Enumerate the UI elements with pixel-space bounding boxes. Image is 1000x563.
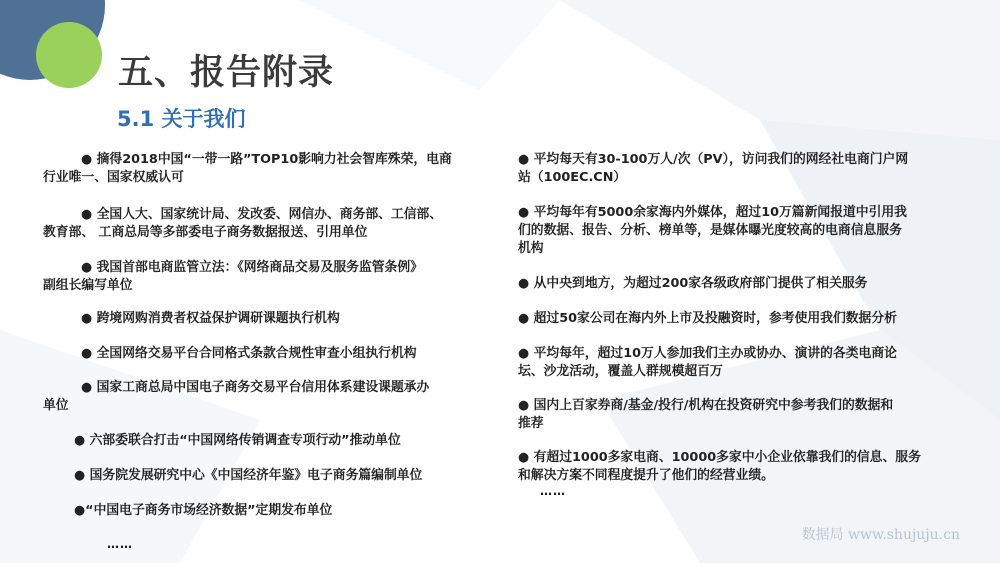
list-item — [518, 397, 893, 433]
list-item — [43, 379, 430, 415]
item-line: ● 国内上百家券商/基金/投行/机构在投资研究中参考我们的数据和 — [518, 398, 894, 413]
item-line: ● 国家工商总局中国电子商务交易平台信用体系建设课题承办 — [81, 380, 430, 395]
list-item — [518, 151, 908, 187]
list-item — [518, 449, 921, 485]
item-line: ● 我国首部电商监管立法：《网络商品交易及服务监管条例》 — [81, 260, 423, 275]
list-item — [43, 206, 443, 242]
list-item — [74, 502, 332, 520]
item-line: ● 超过50家公司在海内外上市及投融资时，参考使用我们数据分析 — [518, 311, 897, 326]
item-line: 机构 — [518, 241, 544, 256]
item-line: 副组长编写单位 — [43, 278, 133, 293]
item-line: 单位 — [43, 398, 69, 413]
item-line: ● 摘得2018中国“一带一路”TOP10影响力社会智库殊荣，电商 — [81, 152, 452, 167]
item-line: ● 平均每年有5000余家海内外媒体，超过10万篇新闻报道中引用我 — [518, 205, 907, 220]
item-line: 站（100EC.CN） — [518, 170, 627, 185]
item-line: ● 从中央到地方，为超过200家各级政府部门提供了相关服务 — [518, 276, 868, 291]
item-line: ● 平均每天有30-100万人/次（PV），访问我们的网经社电商门户网 — [518, 152, 909, 167]
section-subtitle: 5.1 关于我们 — [117, 107, 246, 131]
list-item — [81, 310, 340, 328]
item-line: ● 跨境网购消费者权益保护调研课题执行机构 — [81, 311, 340, 326]
item-line: ●“中国电子商务市场经济数据”定期发布单位 — [74, 503, 333, 518]
item-line: 和解决方案不同程度提升了他们的经营业绩。 — [518, 468, 774, 483]
item-line: 们的数据、报告、分析、榜单等，是媒体曝光度较高的电商信息服务 — [518, 223, 902, 238]
item-line: 推荐 — [518, 416, 544, 431]
item-line: ● 平均每年，超过10万人参加我们主办或协办、演讲的各类电商论 — [518, 346, 897, 361]
list-item — [518, 345, 897, 381]
item-line: ● 有超过1000多家电商、10000多家中小企业依靠我们的信息、服务 — [518, 450, 921, 465]
item-line: 教育部、 工商总局等多部委电子商务数据报送、引用单位 — [43, 225, 368, 240]
list-item — [518, 310, 897, 328]
left-ellipsis: …… — [107, 537, 133, 551]
item-line: ● 六部委联合打击“中国网络传销调查专项行动”推动单位 — [74, 433, 401, 448]
list-item — [74, 432, 401, 450]
list-item — [518, 275, 867, 293]
item-line: 行业唯一、国家权威认可 — [43, 170, 184, 185]
item-line: 坛、沙龙活动，覆盖人群规模超百万 — [518, 364, 723, 379]
page-title: 五、报告附录 — [118, 53, 335, 93]
list-item — [74, 467, 422, 485]
watermark: 数据局 www.shujuju.cn — [801, 527, 960, 543]
right-ellipsis: …… — [540, 484, 566, 498]
list-item — [518, 204, 907, 258]
list-item — [81, 345, 417, 363]
list-item — [43, 259, 423, 295]
decor-circle-green — [36, 22, 102, 88]
item-line: ● 全国人大、国家统计局、发改委、网信办、商务部、工信部、 — [81, 207, 443, 222]
item-line: ● 国务院发展研究中心《中国经济年鉴》电子商务篇编制单位 — [74, 468, 423, 483]
item-line: ● 全国网络交易平台合同格式条款合规性审查小组执行机构 — [81, 346, 417, 361]
list-item — [43, 151, 452, 187]
